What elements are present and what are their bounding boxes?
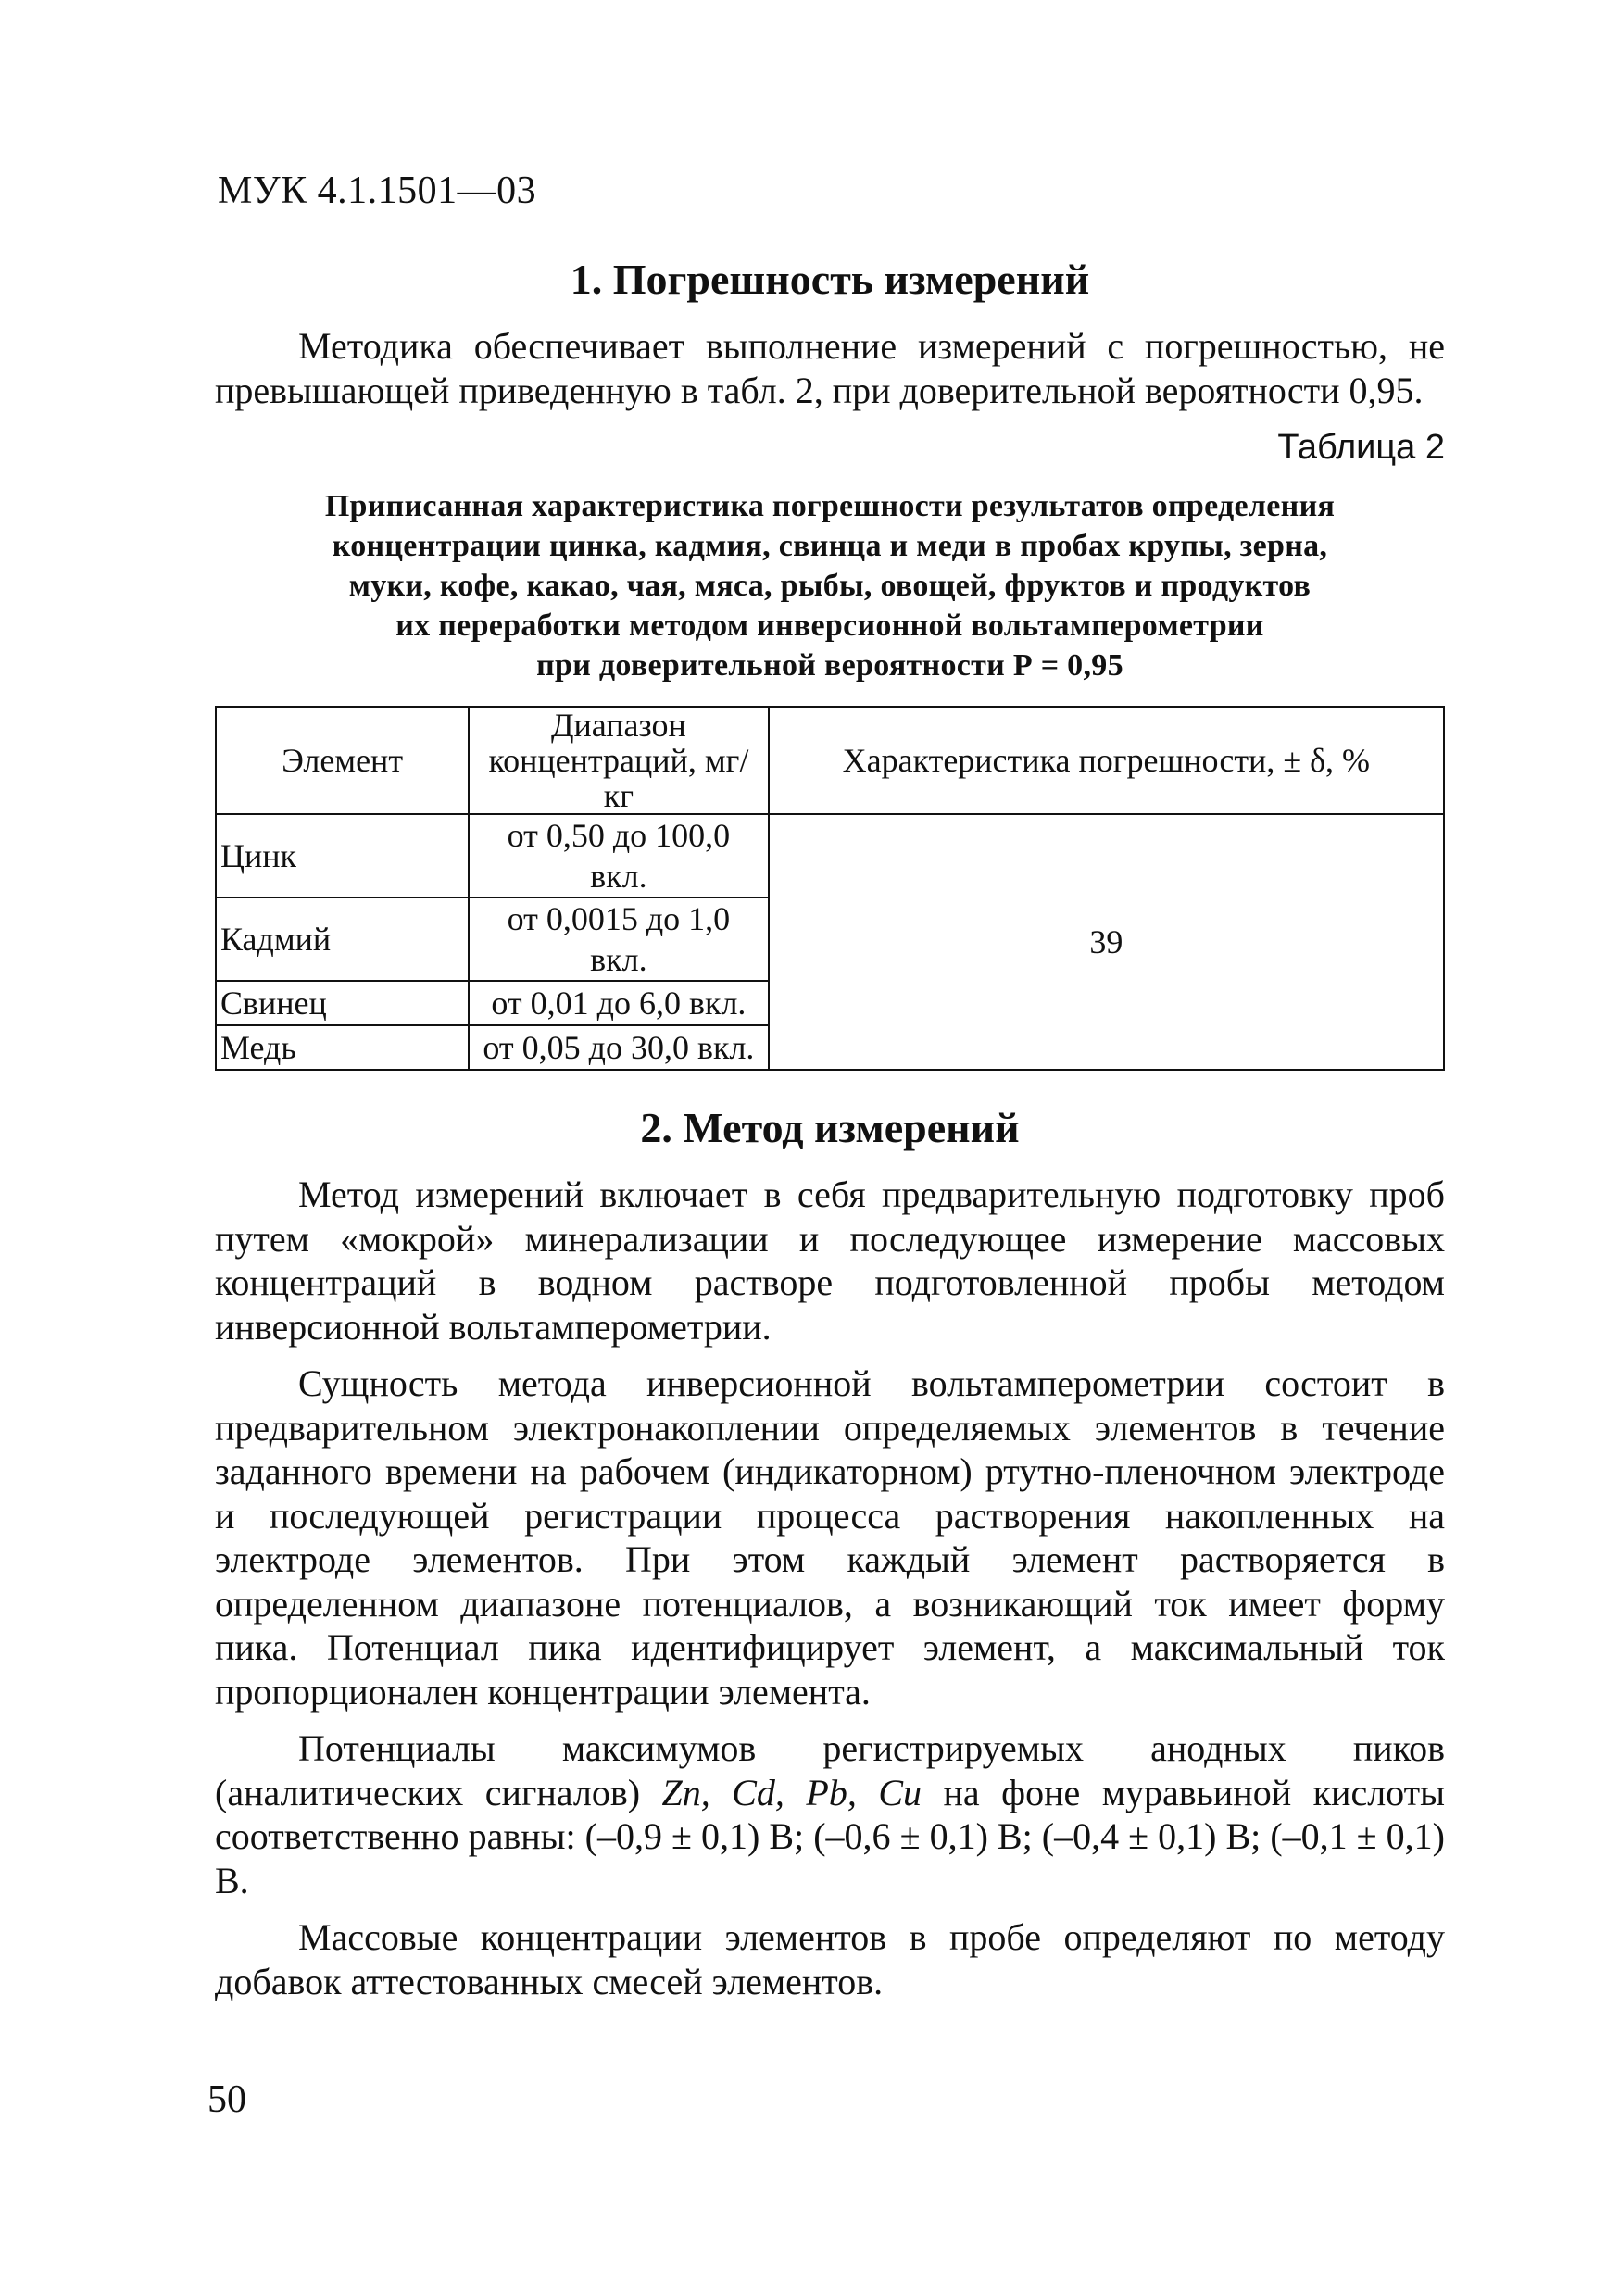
table-label: Таблица 2 <box>1277 428 1445 467</box>
section-2-paragraph-2: Сущность метода инверсионной вольтамперометрии состоит в предварительном электронакоплении определяемых элементов в течение заданного времени на рабочем (индикаторном) ртутно-пленочном электроде и последующей регистрации процесса растворения накопленных на электроде элементов. При этом каждый элемент растворяется в определенном диапазоне потенциалов, а возникающий ток имеет форму пика. Потенциал пика идентифицирует элемент, а максимальный ток пропорционален концентрации элемента. <box>215 1362 1445 1713</box>
cell-range: от 0,0015 до 1,0 вкл. <box>469 897 769 981</box>
section-2-paragraph-3 <box>215 1726 1445 1902</box>
cell-range: от 0,01 до 6,0 вкл. <box>469 981 769 1025</box>
paragraph-3-text-end: на фоне муравьиной кислоты соответственно равны: (–0,9 ± 0,1) В; (–0,6 ± 0,1) В; (–0,4 ± 0,1) В; (–0,1 ± 0,1) В. <box>215 1771 1445 1901</box>
table-caption-line: муки, кофе, какао, чая, мяса, рыбы, овощей, фруктов и продуктов <box>348 569 1312 603</box>
element-symbols: Zn, Cd, Pb, Cu <box>661 1771 922 1813</box>
cell-range: от 0,50 до 100,0 вкл. <box>469 814 769 897</box>
header-error: Характеристика погрешности, ± δ, % <box>769 707 1444 814</box>
header-range: Диапазон концентраций, мг/кг <box>469 707 769 814</box>
header-element: Элемент <box>216 707 469 814</box>
section-2-paragraph-4: Массовые концентрации элементов в пробе определяют по методу добавок аттестованных смесей элементов. <box>215 1916 1445 2002</box>
section-2-title: 2. Метод измерений <box>640 1104 1020 1151</box>
table-header-row <box>216 707 1444 814</box>
section-1-title: 1. Погрешность измерений <box>570 256 1090 303</box>
table-caption-line: Приписанная характеристика погрешности результатов определения <box>324 489 1336 523</box>
table-caption-line: концентрации цинка, кадмия, свинца и меди в пробах крупы, зерна, <box>332 529 1328 563</box>
page-number: 50 <box>207 2078 246 2121</box>
cell-error-value: 39 <box>769 814 1444 1070</box>
section-1-paragraph: Методика обеспечивает выполнение измерений с погрешностью, не превышающей приведенную в табл. 2, при доверительной вероятности 0,95. <box>215 325 1445 411</box>
paragraph-3-text-start: Потенциалы максимумов регистрируемых анодных пиков (аналитических сигналов) <box>215 1727 1445 1813</box>
cell-element: Свинец <box>216 981 469 1025</box>
section-2-paragraph-1: Метод измерений включает в себя предварительную подготовку проб путем «мокрой» минерализации и последующее измерение массовых концентраций в водном растворе подготовленной пробы методом инверсионной вольтамперометрии. <box>215 1173 1445 1348</box>
table-caption <box>215 486 1445 685</box>
document-code: МУК 4.1.1501—03 <box>218 169 537 212</box>
error-table <box>215 706 1445 1071</box>
cell-element: Кадмий <box>216 897 469 981</box>
table-caption-line: при доверительной вероятности Р = 0,95 <box>536 648 1123 683</box>
cell-range: от 0,05 до 30,0 вкл. <box>469 1025 769 1070</box>
table-caption-line: их переработки методом инверсионной вольтамперометрии <box>395 609 1264 643</box>
cell-element: Цинк <box>216 814 469 897</box>
table-row <box>216 814 1444 897</box>
cell-element: Медь <box>216 1025 469 1070</box>
page-content <box>215 252 1445 2016</box>
